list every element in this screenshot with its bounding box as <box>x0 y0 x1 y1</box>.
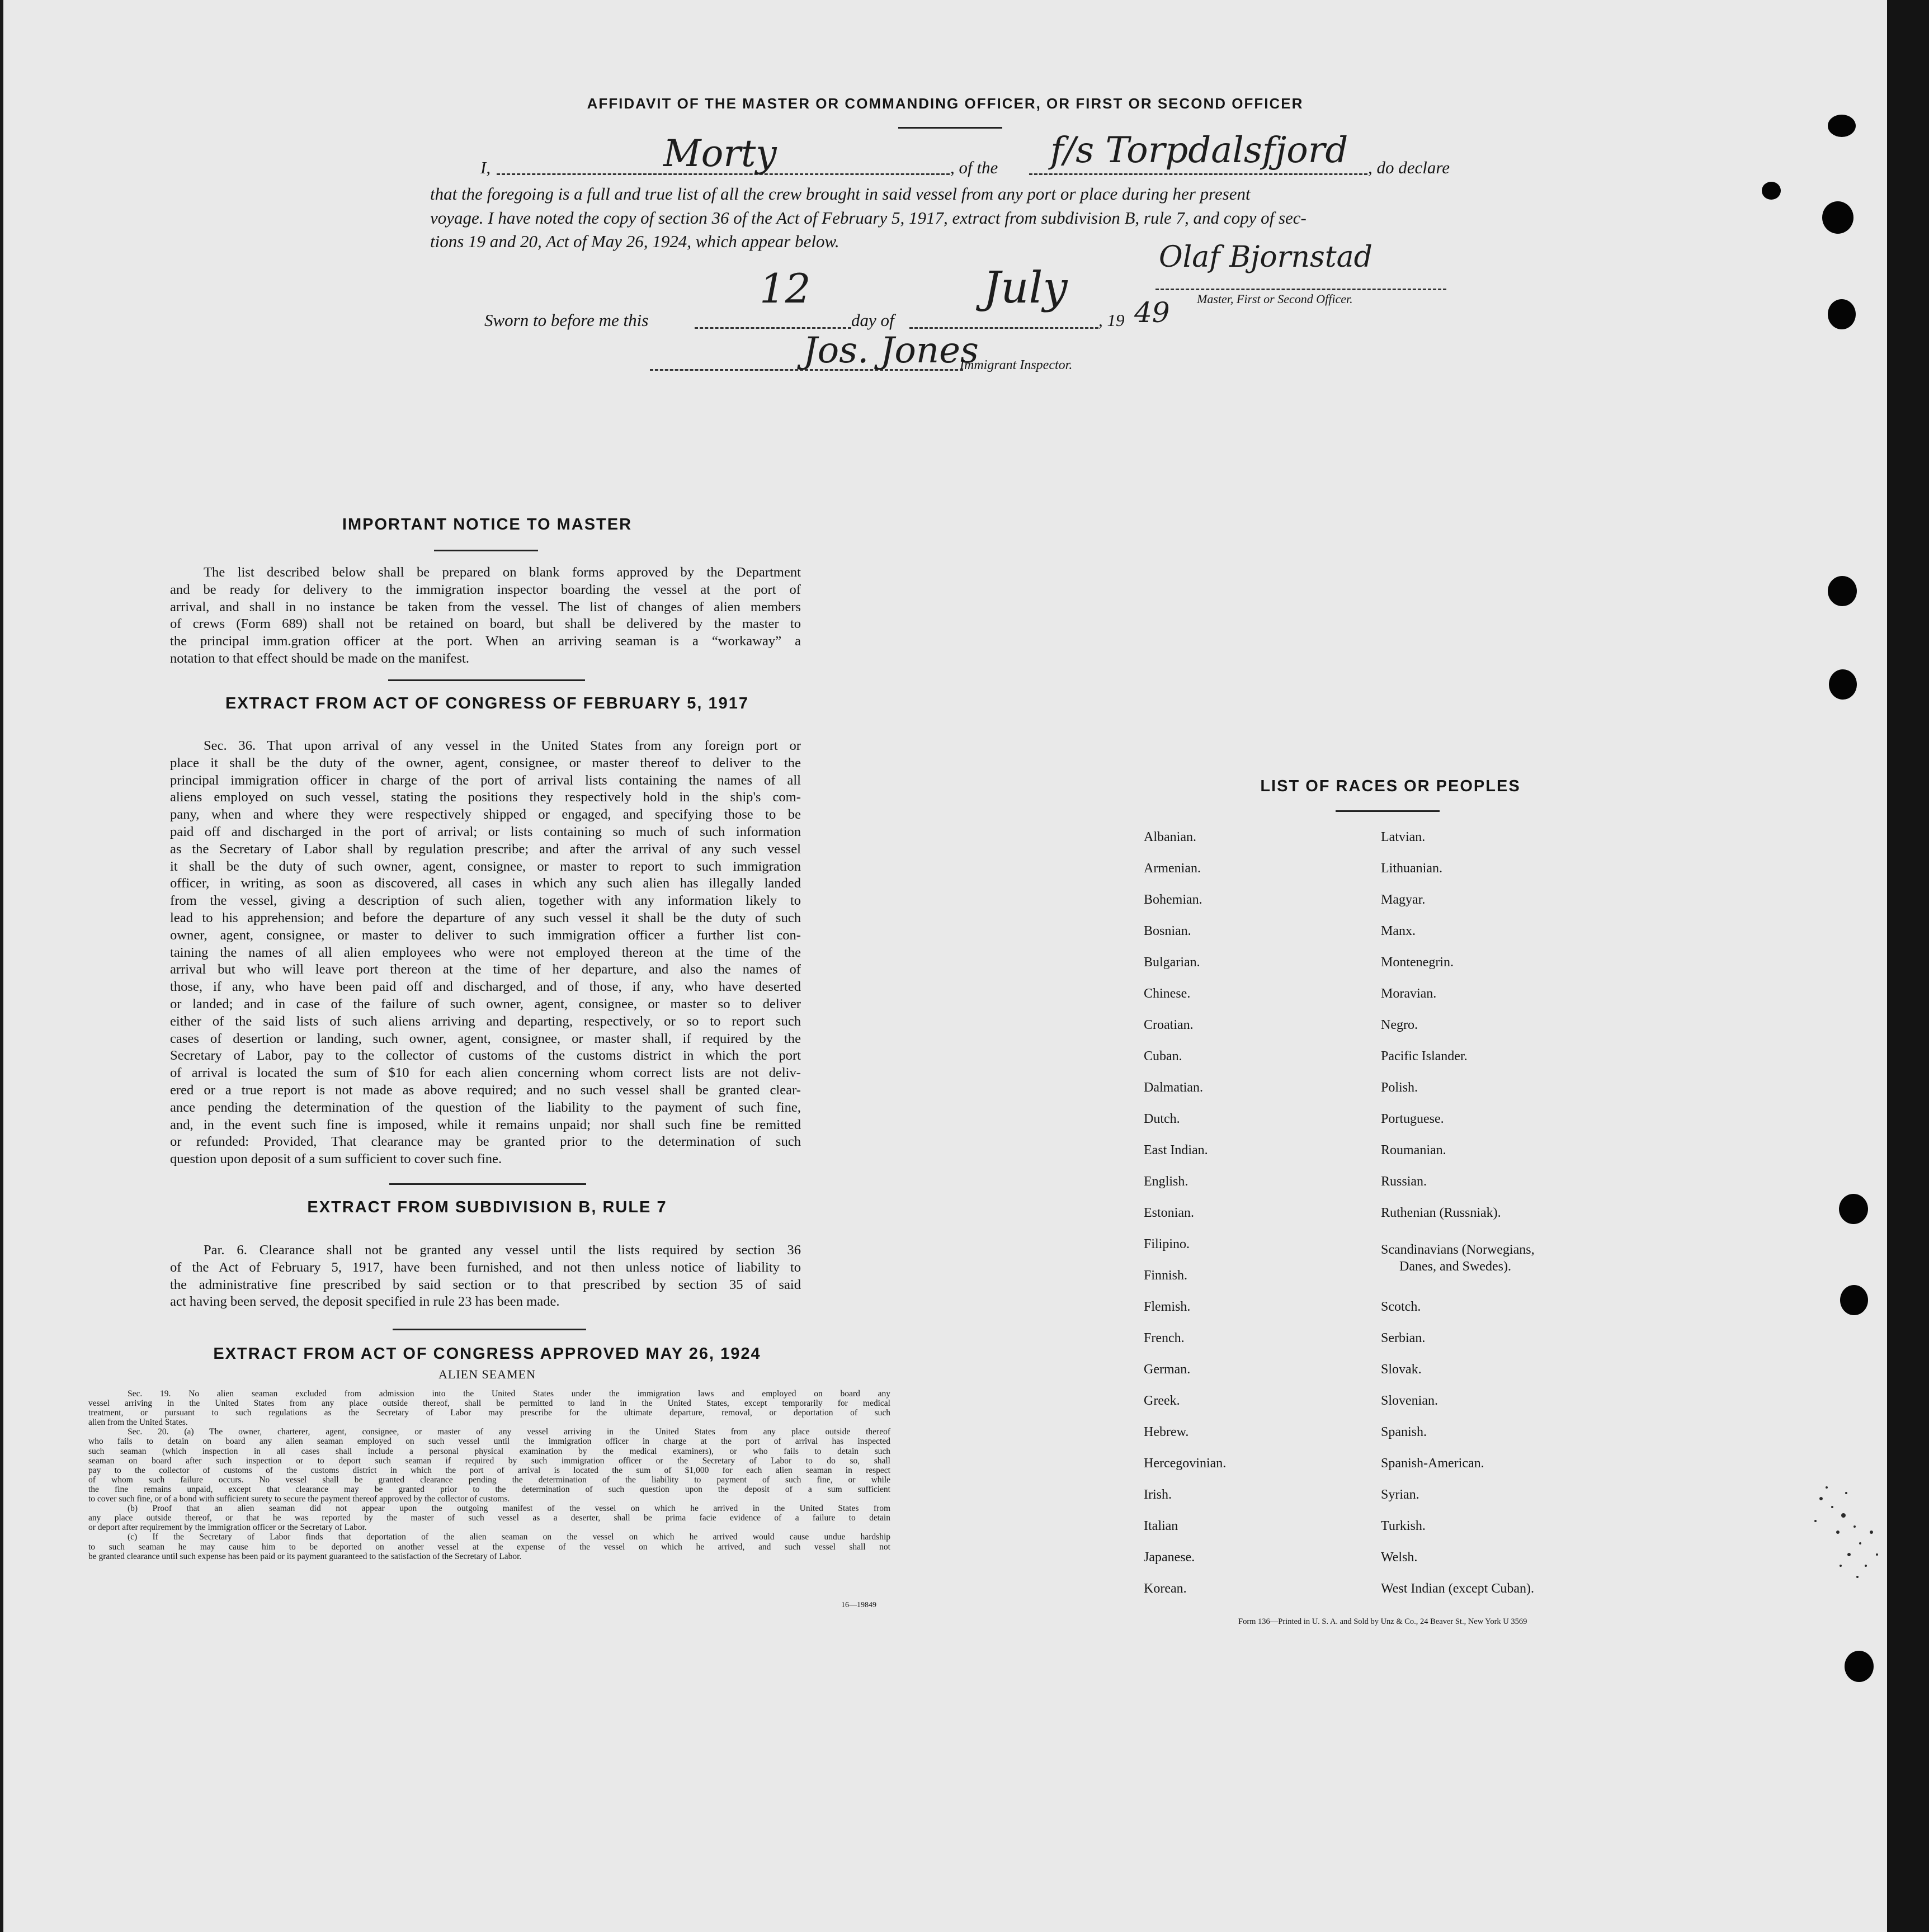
text-line: to cover such fine, or of a bond with sufficient surety to secure the payment thereof approved by the collector of customs. <box>88 1494 510 1504</box>
text-line: ered or a true report is not made as above required; and no such vessel shall be granted clear- <box>170 1082 801 1098</box>
title-divider <box>898 127 1002 129</box>
text-line: ance pending the determination of the question of the liability to the payment of such fine, <box>170 1099 801 1115</box>
race-item: Cuban. <box>1144 1049 1182 1064</box>
punch-hole <box>1840 1285 1868 1315</box>
text-line: the administrative fine prescribed by said section or to that prescribed by section 35 of said <box>170 1277 801 1292</box>
text-line: Secretary of Labor, pay to the collector of customs of the customs district in which the port <box>170 1048 801 1064</box>
form-number: 16—19849 <box>841 1601 876 1609</box>
text-line: paid off and discharged in the port of arrival; or lists containing so much of such information <box>170 824 801 839</box>
race-item: Roumanian. <box>1381 1143 1446 1158</box>
race-item: French. <box>1144 1331 1185 1345</box>
races-title: LIST OF RACES OR PEOPLES <box>1260 777 1521 795</box>
handwritten-inspector-signature: Jos. Jones <box>803 330 979 371</box>
race-item: Latvian. <box>1381 830 1426 844</box>
text-line: lead to his apprehension; and before the departure of any such vessel it shall be the duty of such <box>170 910 801 925</box>
races-title-divider <box>1336 810 1440 812</box>
extract-1917-paragraph <box>170 738 801 1168</box>
text-line: from the vessel, giving a description of such alien, together with any information likely to <box>170 893 801 909</box>
printer-footer: Form 136—Printed in U. S. A. and Sold by Unz & Co., 24 Beaver St., New York U 3569 <box>1238 1617 1527 1626</box>
race-item: Ruthenian (Russniak). <box>1381 1206 1501 1220</box>
text-line: of the Act of February 5, 1917, have been furnished, and not then unless notice of liability to <box>170 1259 801 1275</box>
text-line: who fails to detain on board any alien seaman employed on such vessel until the immigration officer in charge at the port of arrival has inspected <box>88 1437 890 1447</box>
handwritten-name: Morty <box>663 132 777 175</box>
affidavit-line2: that the foregoing is a full and true list of all the crew brought in said vessel from any port or place during her present <box>430 184 1251 204</box>
scan-border <box>1887 0 1929 1932</box>
text-line: notation to that effect should be made on the manifest. <box>170 650 469 666</box>
handwritten-year: 49 <box>1134 296 1170 329</box>
text-line: be granted clearance until such expense has been paid or its payment guaranteed to the satisfaction of the Secretary of Labor. <box>88 1551 522 1561</box>
affidavit-line1-declare: , do declare <box>1368 158 1450 177</box>
text-line: or landed; and in case of the failure of such owner, agent, consignee, or master so to deliver <box>170 996 801 1012</box>
race-item: Spanish-American. <box>1381 1456 1484 1471</box>
race-item: West Indian (except Cuban). <box>1381 1581 1534 1596</box>
text-line: act having been served, the deposit specified in rule 23 has been made. <box>170 1294 560 1310</box>
text-line: Sec. 19. No alien seaman excluded from admission into the United States under the immigration laws and employed on board any <box>128 1389 890 1399</box>
race-item: Montenegrin. <box>1381 955 1454 970</box>
text-line: place it shall be the duty of the owner, agent, consignee, or master thereof to deliver to the <box>170 755 801 771</box>
text-line: (b) Proof that an alien seaman did not appear upon the outgoing manifest of the vessel on which he arrived in the United States from <box>128 1504 890 1514</box>
punch-hole <box>1762 182 1781 200</box>
text-line: those, if any, who have been paid off and discharged, and of those, if any, who have deserted <box>170 979 801 995</box>
extract-1917-title: EXTRACT FROM ACT OF CONGRESS OF FEBRUARY 5, 1917 <box>225 695 749 712</box>
text-line: as the Secretary of Labor shall by regulation prescribe; and after the arrival of any such vessel <box>170 841 801 857</box>
race-item: Dutch. <box>1144 1112 1180 1126</box>
text-line: and, in the event such fine is imposed, while it remains unpaid; nor shall such fine be remitted <box>170 1117 801 1132</box>
race-item: Slovenian. <box>1381 1394 1438 1408</box>
extract-1924-paragraph <box>88 1389 890 1561</box>
vessel-blank <box>1029 173 1367 175</box>
text-line: Sec. 20. (a) The owner, charterer, agent, consignee, or master of any vessel arriving in the United States from any place outside thereof <box>128 1427 890 1437</box>
text-line: arrival, and shall in no instance be taken from the vessel. The list of changes of alien members <box>170 599 801 615</box>
text-line: and be ready for delivery to the immigration inspector boarding the vessel at the port of <box>170 582 801 597</box>
text-line: either of the said lists of such aliens arriving and departing, respectively, or so to report such <box>170 1013 801 1029</box>
day-blank <box>695 327 851 329</box>
text-line: the fine remains unpaid, except that clearance may be granted prior to the determination of such question upon the deposit of a sum sufficient <box>88 1484 890 1494</box>
text-line: vessel arriving in the United States from any place outside thereof, shall be permitted to land in the United States, except temporarily for medical <box>88 1399 890 1409</box>
race-item: Chinese. <box>1144 986 1191 1001</box>
text-line: such seaman (which inspection in all cases shall include a personal physical examination by the medical examiners), or who fails to detain such <box>88 1446 890 1456</box>
race-item: Croatian. <box>1144 1018 1194 1032</box>
year-prefix: , 19 <box>1098 310 1125 330</box>
race-item: Scandinavians (Norwegians, <box>1381 1243 1535 1257</box>
race-item: Dalmatian. <box>1144 1080 1203 1095</box>
alien-seamen-subtitle: ALIEN SEAMEN <box>438 1367 536 1381</box>
race-item: Pacific Islander. <box>1381 1049 1468 1064</box>
race-item: Portuguese. <box>1381 1112 1444 1126</box>
handwritten-vessel: f/s Torpdalsfjord <box>1050 130 1348 171</box>
race-item: Russian. <box>1381 1174 1427 1189</box>
race-item: Hebrew. <box>1144 1425 1189 1439</box>
document-page <box>3 0 1887 1932</box>
text-line: of crews (Form 689) shall not be retained on board, but shall be delivered by the master to <box>170 616 801 632</box>
race-item: Hercegovinian. <box>1144 1456 1227 1471</box>
text-line: (c) If the Secretary of Labor finds that deportation of the alien seaman on the vessel on which he arrived would cause undue hardship <box>128 1532 890 1542</box>
section-divider <box>393 1329 586 1330</box>
text-line: alien from the United States. <box>88 1418 188 1428</box>
race-item: Albanian. <box>1144 830 1196 844</box>
text-line: any place outside thereof, or that he was reported by the master of such vessel as a deserter, shall be prima facie evidence of a failure to detain <box>88 1513 890 1523</box>
text-line: Sec. 36. That upon arrival of any vessel in the United States from any foreign port or <box>204 738 801 753</box>
race-item: Bosnian. <box>1144 924 1191 938</box>
affidavit-line4: tions 19 and 20, Act of May 26, 1924, which appear below. <box>430 232 839 251</box>
race-item: East Indian. <box>1144 1143 1208 1158</box>
text-line: pany, when and where they were respectively shipped or engaged, and specifying those to be <box>170 807 801 823</box>
section-divider <box>389 1183 586 1185</box>
race-item: Flemish. <box>1144 1300 1191 1314</box>
text-line: aliens employed on such vessel, stating the positions they respectively hold in the ship's com- <box>170 790 801 805</box>
punch-hole <box>1828 576 1857 606</box>
race-item: Spanish. <box>1381 1425 1427 1439</box>
race-item: Korean. <box>1144 1581 1187 1596</box>
race-item: Welsh. <box>1381 1550 1418 1565</box>
text-line: Par. 6. Clearance shall not be granted any vessel until the lists required by section 36 <box>204 1243 801 1258</box>
race-item: Danes, and Swedes). <box>1399 1259 1511 1274</box>
punch-hole <box>1822 201 1853 234</box>
inspector-caption: Immigrant Inspector. <box>960 358 1073 372</box>
race-item: Estonian. <box>1144 1206 1194 1220</box>
master-signature-blank <box>1155 289 1446 290</box>
text-line: taining the names of all alien employees who were not employed thereon at the time of the <box>170 944 801 960</box>
race-item: Italian <box>1144 1519 1178 1533</box>
text-line: to such seaman he may cause him to be deported on another vessel at the expense of the vessel on which he arrived, and such vessel shall not <box>88 1542 890 1552</box>
affidavit-title: AFFIDAVIT OF THE MASTER OR COMMANDING OFFICER, OR FIRST OR SECOND OFFICER <box>587 95 1304 112</box>
race-item: Polish. <box>1381 1080 1418 1095</box>
notice-paragraph <box>170 564 801 668</box>
notice-title-divider <box>434 550 538 551</box>
punch-hole <box>1845 1651 1874 1682</box>
text-line: arrival but who will leave port thereon at the time of her departure, and also the names of <box>170 962 801 977</box>
race-item: German. <box>1144 1362 1191 1377</box>
text-line: principal immigration officer in charge of the port of arrival lists containing the names of all <box>170 772 801 788</box>
race-item: English. <box>1144 1174 1188 1189</box>
race-item: Magyar. <box>1381 892 1426 907</box>
handwritten-month: July <box>983 263 1068 313</box>
handwritten-day: 12 <box>760 265 811 312</box>
day-of-text: day of <box>851 310 894 330</box>
race-item: Finnish. <box>1144 1268 1188 1283</box>
race-item: Syrian. <box>1381 1487 1419 1502</box>
affidavit-line1-i: I, <box>480 158 491 177</box>
text-line: the principal imm.gration officer at the port. When an arriving seaman is a “workaway” a <box>170 634 801 649</box>
race-item: Slovak. <box>1381 1362 1422 1377</box>
text-line: or deport after requirement by the immigration officer or the Secretary of Labor. <box>88 1523 367 1533</box>
extract-rule7-paragraph <box>170 1242 801 1311</box>
master-caption: Master, First or Second Officer. <box>1197 292 1353 306</box>
text-line: treatment, or pursuant to such regulations as the Secretary of Labor may prescribe for the ultimate departure, removal, or deportation of such <box>88 1408 890 1418</box>
race-item: Negro. <box>1381 1018 1418 1032</box>
paper-stain <box>1748 1454 1888 1610</box>
text-line: of whom such failure occurs. No vessel shall be granted clearance pending the determination of the liability to payment of such fine, or while <box>88 1475 890 1485</box>
sworn-text: Sworn to before me this <box>484 310 649 330</box>
punch-hole <box>1839 1194 1868 1224</box>
punch-hole <box>1828 299 1856 329</box>
race-item: Manx. <box>1381 924 1416 938</box>
section-divider <box>388 679 585 681</box>
race-item: Japanese. <box>1144 1550 1195 1565</box>
race-item: Lithuanian. <box>1381 861 1442 876</box>
affidavit-line3: voyage. I have noted the copy of section 36 of the Act of February 5, 1917, extract from subdivision B, rule 7, and copy of sec- <box>430 208 1307 228</box>
text-line: owner, agent, consignee, or master to deliver to such immigration officer a further list con- <box>170 927 801 943</box>
race-item: Filipino. <box>1144 1237 1190 1251</box>
text-line: The list described below shall be prepared on blank forms approved by the Department <box>204 565 801 580</box>
text-line: or refunded: Provided, That clearance may be granted prior to the determination of such <box>170 1134 801 1150</box>
text-line: pay to the collector of customs of the customs district in which the port of arrival is located the sum of $1,000 for each alien seaman in respect <box>88 1465 890 1475</box>
race-item: Turkish. <box>1381 1519 1426 1533</box>
race-item: Bulgarian. <box>1144 955 1200 970</box>
race-item: Serbian. <box>1381 1331 1426 1345</box>
punch-hole <box>1828 115 1856 137</box>
handwritten-master-signature: Olaf Bjornstad <box>1159 240 1373 274</box>
race-item: Bohemian. <box>1144 892 1202 907</box>
punch-hole <box>1829 669 1857 700</box>
text-line: of arrival is located the sum of $10 for each alien concerning whom correct lists are not deliv- <box>170 1065 801 1081</box>
race-item: Irish. <box>1144 1487 1172 1502</box>
race-item: Moravian. <box>1381 986 1437 1001</box>
race-item: Greek. <box>1144 1394 1180 1408</box>
extract-rule7-title: EXTRACT FROM SUBDIVISION B, RULE 7 <box>307 1198 667 1216</box>
text-line: seaman on board after such inspection or to deport such seaman if required by such immigration officer or the Secretary of Labor to do so, shall <box>88 1456 890 1466</box>
race-item: Armenian. <box>1144 861 1201 876</box>
text-line: question upon deposit of a sum sufficient to cover such fine. <box>170 1151 502 1167</box>
notice-title: IMPORTANT NOTICE TO MASTER <box>342 516 633 533</box>
race-item: Scotch. <box>1381 1300 1421 1314</box>
month-blank <box>909 327 1098 329</box>
text-line: officer, in writing, as soon as discovered, all cases in which any such alien has illegally landed <box>170 876 801 891</box>
text-line: cases of desertion or landing, such owner, agent, consignee, or master shall, if required by the <box>170 1031 801 1046</box>
extract-1924-title: EXTRACT FROM ACT OF CONGRESS APPROVED MAY 26, 1924 <box>213 1345 761 1363</box>
affidavit-line1-of-the: , of the <box>950 158 998 177</box>
text-line: it shall be the duty of such owner, agent, consignee, or master to report to such immigration <box>170 858 801 874</box>
